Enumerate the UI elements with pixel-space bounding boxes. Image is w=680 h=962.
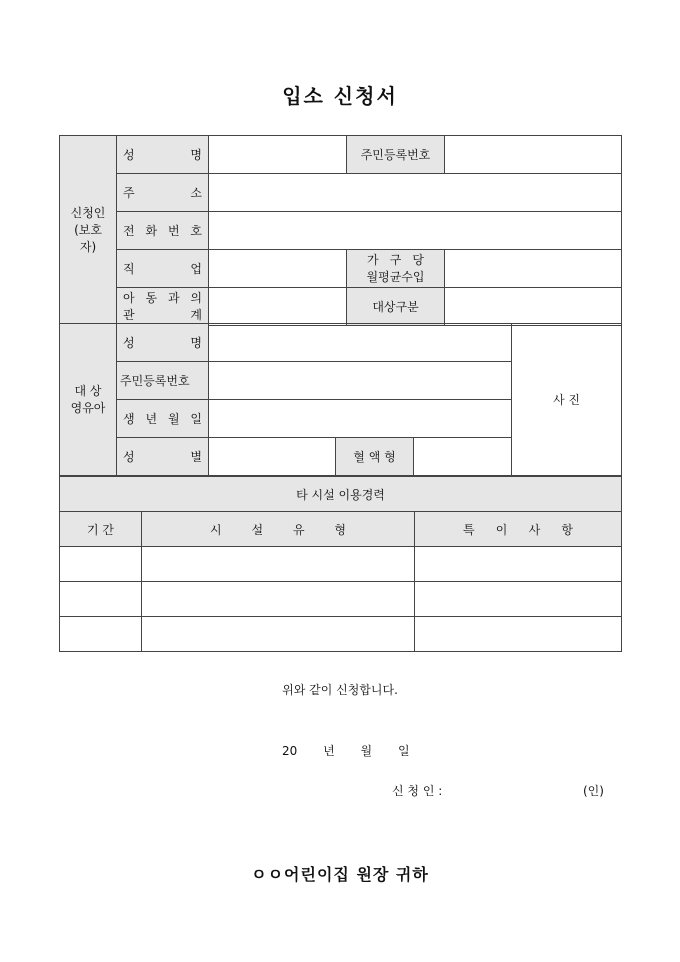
date-day-label: 일	[397, 744, 410, 758]
history-period-cell[interactable]	[60, 582, 142, 617]
history-row	[60, 547, 622, 582]
infant-name-label: 성 명	[117, 324, 209, 362]
photo-box[interactable]: 사 진	[512, 324, 622, 476]
addressee: ㅇㅇ어린이집 원장 귀하	[251, 865, 429, 884]
history-notes-cell[interactable]	[415, 582, 622, 617]
date-line	[282, 742, 432, 759]
applicant-table	[59, 135, 622, 326]
applicant-job-field[interactable]	[209, 250, 347, 288]
history-col-type: 시 설 유 형	[142, 512, 415, 547]
date-year-label: 년	[323, 744, 335, 758]
applicant-phone-field[interactable]	[209, 212, 622, 250]
applicant-rrn-label: 주민등록번호	[347, 136, 445, 174]
income-label-char: 구	[389, 252, 402, 267]
infant-name-field[interactable]	[209, 324, 512, 362]
applicant-relation-field[interactable]	[209, 288, 347, 326]
income-label-char: 당	[412, 252, 424, 267]
income-label-line2: 월평균수입	[366, 269, 425, 284]
signer-label: 신 청 인 :	[392, 784, 443, 798]
seal-label: (인)	[583, 784, 604, 798]
history-header: 타 시설 이용경력	[60, 477, 622, 512]
history-type-cell[interactable]	[142, 617, 415, 652]
history-col-period: 기 간	[60, 512, 142, 547]
income-label-char: 가	[367, 252, 379, 267]
applicant-address-label: 주 소	[117, 174, 209, 212]
applicant-relation-label: 아 동 과 의 관 계	[117, 288, 209, 326]
infant-rrn-field[interactable]	[209, 362, 512, 400]
infant-blood-field[interactable]	[414, 438, 512, 476]
applicant-category-label: 대상구분	[347, 288, 445, 326]
applicant-job-label: 직 업	[117, 250, 209, 288]
infant-sex-label: 성 별	[117, 438, 209, 476]
infant-sex-field[interactable]	[209, 438, 336, 476]
date-year[interactable]: 20	[282, 744, 298, 758]
applicant-name-field[interactable]	[209, 136, 347, 174]
applicant-name-label: 성 명	[117, 136, 209, 174]
applicant-group-label: 신청인 (보호자)	[60, 136, 117, 326]
applicant-phone-label: 전 화 번 호	[117, 212, 209, 250]
infant-birth-field[interactable]	[209, 400, 512, 438]
history-row	[60, 617, 622, 652]
applicant-address-field[interactable]	[209, 174, 622, 212]
history-period-cell[interactable]	[60, 547, 142, 582]
infant-blood-label: 혈 액 형	[336, 438, 414, 476]
history-type-cell[interactable]	[142, 582, 415, 617]
history-notes-cell[interactable]	[415, 547, 622, 582]
infant-group-label: 대 상 영유아	[60, 324, 117, 476]
history-period-cell[interactable]	[60, 617, 142, 652]
applicant-income-field[interactable]	[445, 250, 622, 288]
history-table	[59, 476, 622, 652]
infant-table	[59, 323, 622, 476]
infant-rrn-label: 주민등록번호	[117, 362, 209, 400]
infant-birth-label: 생 년 월 일	[117, 400, 209, 438]
history-col-notes: 특 이 사 항	[415, 512, 622, 547]
applicant-income-label	[347, 250, 445, 288]
history-notes-cell[interactable]	[415, 617, 622, 652]
applicant-category-field[interactable]	[445, 288, 622, 326]
applicant-rrn-field[interactable]	[445, 136, 622, 174]
history-row	[60, 582, 622, 617]
history-type-cell[interactable]	[142, 547, 415, 582]
page-title: 입소 신청서	[282, 84, 398, 108]
statement-text: 위와 같이 신청합니다.	[282, 683, 398, 697]
date-month-label: 월	[360, 744, 373, 758]
